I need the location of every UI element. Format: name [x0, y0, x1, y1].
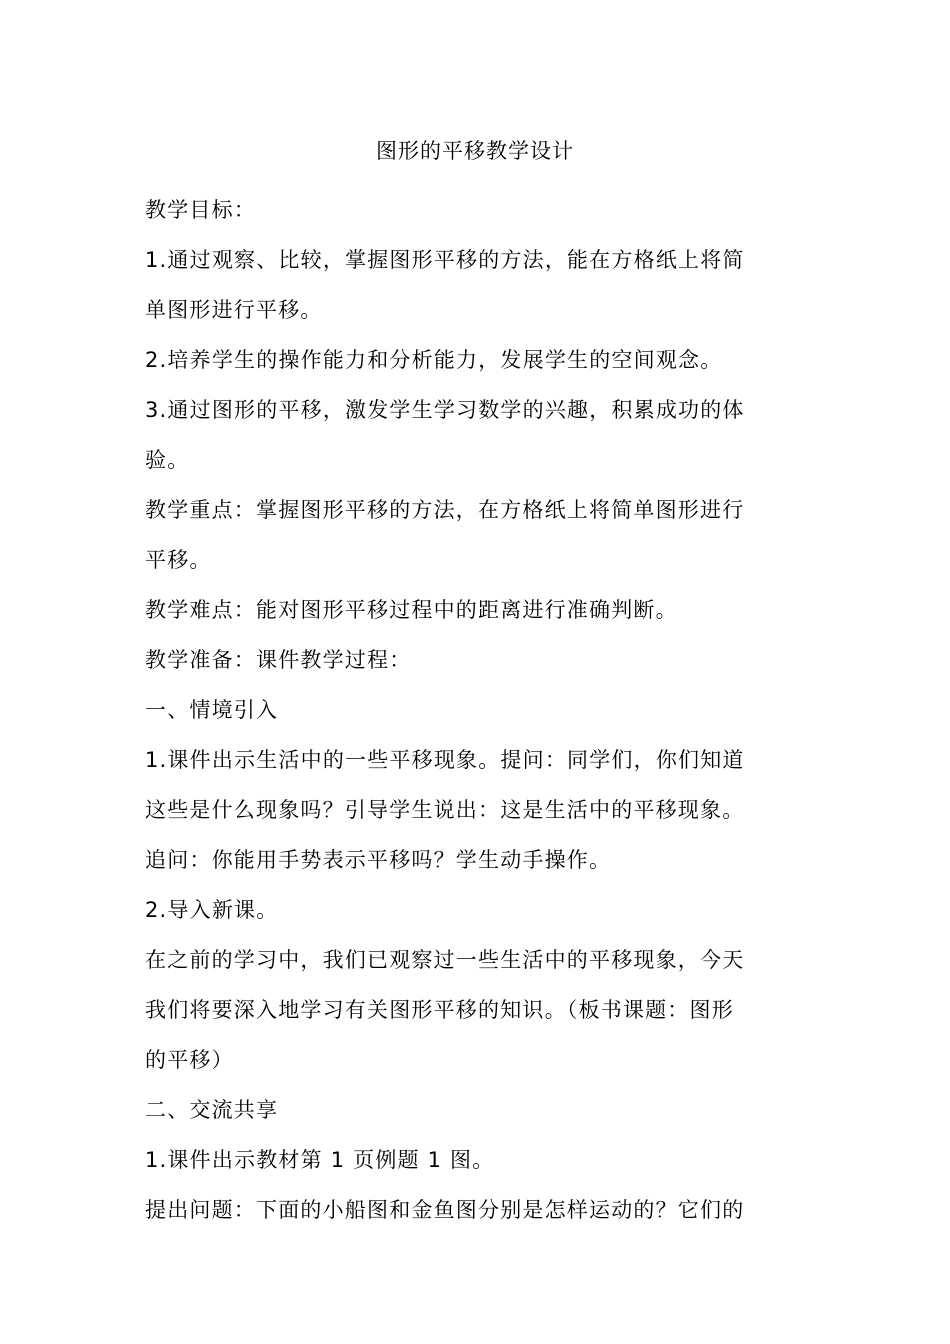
text-line: 2.培养学生的操作能力和分析能力，发展学生的空间观念。: [145, 348, 723, 372]
text-line: 在之前的学习中，我们已观察过一些生活中的平移现象，今天: [145, 948, 745, 972]
text-line: 教学目标：: [145, 198, 256, 222]
text-line: 教学重点：掌握图形平移的方法，在方格纸上将简单图形进行: [145, 498, 745, 522]
text-line: 单图形进行平移。: [145, 298, 323, 322]
text-line: 2.导入新课。: [145, 898, 279, 922]
text-line: 提出问题：下面的小船图和金鱼图分别是怎样运动的？它们的: [145, 1198, 745, 1222]
text-line: 追问：你能用手势表示平移吗？学生动手操作。: [145, 848, 612, 872]
text-line: 1.课件出示生活中的一些平移现象。提问：同学们，你们知道: [145, 748, 745, 772]
document-title: 图形的平移教学设计: [376, 139, 574, 163]
text-line: 教学难点：能对图形平移过程中的距离进行准确判断。: [145, 598, 678, 622]
text-line: 验。: [145, 448, 190, 472]
text-line: 3.通过图形的平移，激发学生学习数学的兴趣，积累成功的体: [145, 398, 745, 422]
text-line: 教学准备：课件教学过程：: [145, 648, 412, 672]
text-line: 我们将要深入地学习有关图形平移的知识。（板书课题：图形: [145, 998, 734, 1022]
text-line: 平移。: [145, 548, 212, 572]
section-heading: 二、交流共享: [145, 1098, 279, 1122]
text-line: 的平移）: [145, 1048, 234, 1072]
text-line: 这些是什么现象吗？引导学生说出：这是生活中的平移现象。: [145, 798, 745, 822]
section-heading: 一、情境引入: [145, 698, 279, 722]
text-line: 1.课件出示教材第 1 页例题 1 图。: [145, 1148, 495, 1172]
text-line: 1.通过观察、比较，掌握图形平移的方法，能在方格纸上将简: [145, 248, 745, 272]
document-body: [145, 185, 809, 1235]
